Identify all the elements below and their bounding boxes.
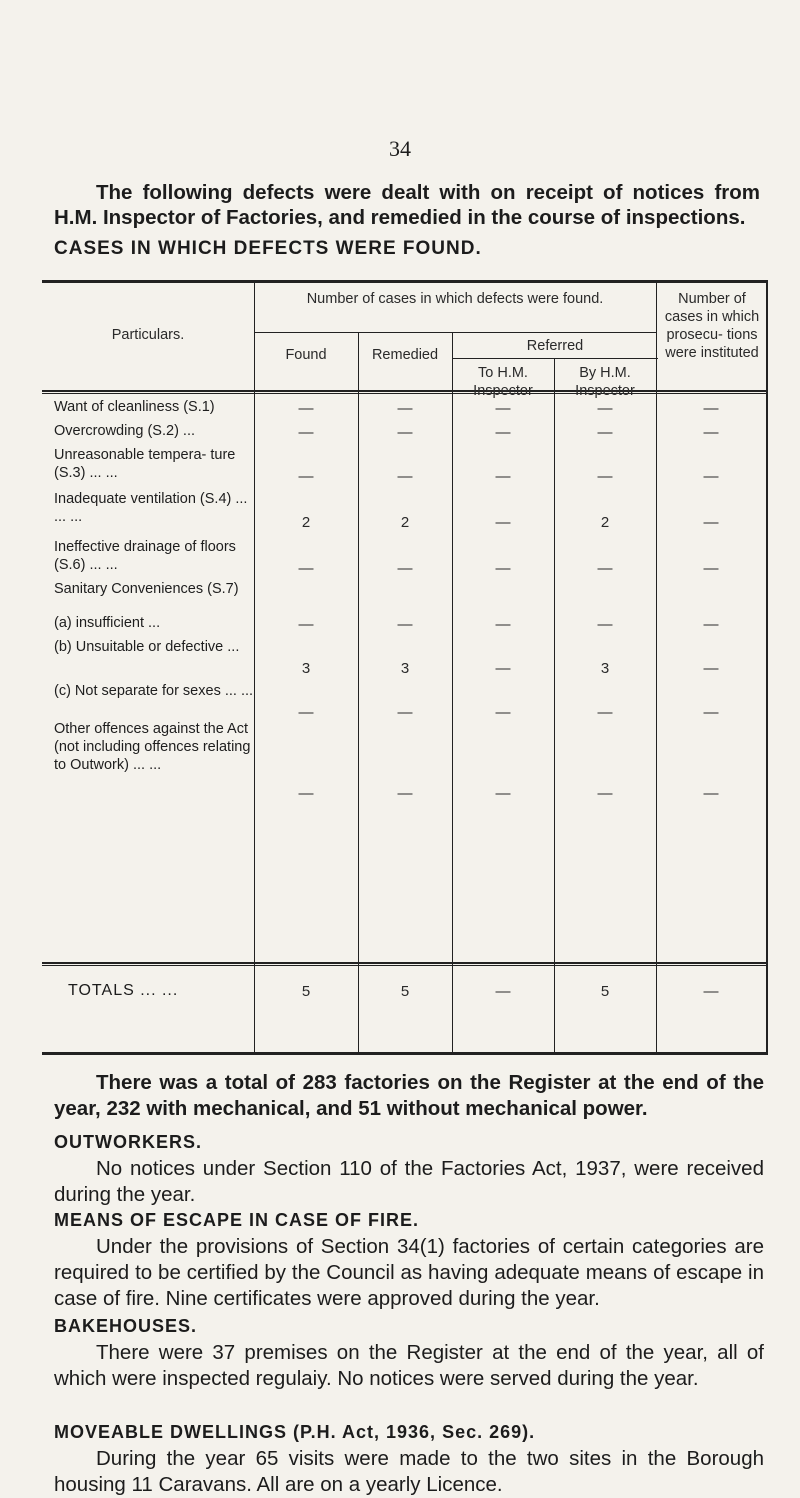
header-by-hm: By H.M. Inspector (575, 365, 635, 399)
table-cell-by-hm: — (597, 424, 613, 441)
table-cell-pros: — (703, 660, 719, 677)
heading-bakehouses: BAKEHOUSES. (54, 1316, 198, 1336)
table-cell-remedied: — (397, 400, 413, 417)
page-number: 34 (389, 136, 411, 161)
header-prosecutions: Number of cases in which prosecu- tions were instituted (664, 291, 760, 361)
table-cell-found: — (298, 616, 314, 633)
table-cell-remedied: — (397, 560, 413, 577)
table-cell-to-hm: — (495, 785, 511, 802)
bakehouses-text: There were 37 premises on the Register at the end of the year, all of which were inspected regulaiy. No notices were served during the year. (54, 1341, 764, 1390)
header-referred: Referred (526, 338, 584, 354)
table-cell-pros: — (703, 704, 719, 721)
col-line-4 (554, 358, 555, 1055)
col-line-1 (254, 280, 255, 1055)
table-cell-to-hm: — (495, 660, 511, 677)
table-right-border (766, 280, 768, 1055)
table-cell-to-hm: — (495, 514, 511, 531)
table-cell-remedied: — (397, 424, 413, 441)
header-group: Number of cases in which defects were found. (306, 291, 604, 307)
totals-by-hm: 5 (600, 983, 610, 1000)
table-cell-found: — (298, 424, 314, 441)
table-cell-by-hm: — (597, 560, 613, 577)
table-row-label: (b) Unsuitable or defective ... (54, 639, 240, 655)
header-divider-2 (42, 393, 768, 394)
totals-divider-2 (42, 965, 768, 966)
group-underline (254, 332, 656, 333)
table-cell-to-hm: — (495, 704, 511, 721)
table-row-label: (c) Not separate for sexes ... ... (54, 683, 254, 699)
summary-paragraph (54, 1070, 764, 1122)
table-cell-found: — (298, 400, 314, 417)
table-bottom-border (42, 1052, 768, 1055)
table-cell-to-hm: — (495, 560, 511, 577)
col-line-3 (452, 332, 453, 1055)
table-cell-remedied: 2 (400, 514, 410, 531)
table-cell-pros: — (703, 424, 719, 441)
table-cell-pros: — (703, 560, 719, 577)
table-cell-remedied: 3 (400, 660, 410, 677)
means-of-escape-text: Under the provisions of Section 34(1) factories of certain categories are required to be certified by the Council as having adequate means of escape in case of fire. Nine certificates were approved during the year. (54, 1235, 764, 1310)
totals-to-hm: — (495, 983, 511, 1000)
table-cell-pros: — (703, 514, 719, 531)
outworkers-text: No notices under Section 110 of the Factories Act, 1937, were received during the year. (54, 1157, 764, 1206)
table-cell-pros: — (703, 616, 719, 633)
totals-remedied: 5 (400, 983, 410, 1000)
table-cell-by-hm: — (597, 704, 613, 721)
summary-text: There was a total of 283 factories on the Register at the end of the year, 232 with mechanical, and 51 without mechanical power. (54, 1071, 764, 1120)
heading-means-of-escape: MEANS OF ESCAPE IN CASE OF FIRE. (54, 1210, 420, 1230)
header-found: Found (285, 347, 327, 363)
table-cell-remedied: — (397, 785, 413, 802)
table-row-label: (a) insufficient ... (54, 615, 161, 631)
bakehouses-paragraph (54, 1340, 764, 1392)
table-cell-by-hm: 3 (600, 660, 610, 677)
table-cell-found: 2 (301, 514, 311, 531)
table-cell-found: — (298, 468, 314, 485)
table-row-label: Sanitary Conveniences (S.7) (54, 581, 239, 597)
table-row-label: Unreasonable tempera- ture (S.3) ... ... (54, 447, 236, 481)
table-row-label: Ineffective drainage of floors (S.6) ... ... (54, 539, 236, 573)
table-cell-pros: — (703, 400, 719, 417)
totals-prosecutions: — (703, 983, 719, 1000)
totals-divider (42, 962, 768, 964)
table-cell-found: — (298, 785, 314, 802)
moveable-dwellings-paragraph (54, 1446, 764, 1498)
header-remedied: Remedied (371, 347, 439, 363)
table-cell-found: — (298, 560, 314, 577)
table-cell-found: 3 (301, 660, 311, 677)
moveable-dwellings-text: During the year 65 visits were made to the two sites in the Borough housing 11 Caravans. All are on a yearly Licence. (54, 1447, 764, 1496)
table-cell-pros: — (703, 785, 719, 802)
table-cell-remedied: — (397, 468, 413, 485)
col-line-5 (656, 280, 657, 1055)
table-cell-pros: — (703, 468, 719, 485)
col-line-2 (358, 332, 359, 1055)
intro-paragraph (54, 180, 760, 230)
header-particulars: Particulars. (111, 327, 185, 343)
means-of-escape-paragraph (54, 1234, 764, 1312)
defects-table (42, 280, 768, 1055)
table-row-label: Overcrowding (S.2) ... (54, 423, 196, 439)
table-cell-to-hm: — (495, 400, 511, 417)
table-cell-found: — (298, 704, 314, 721)
referred-underline (452, 358, 658, 359)
table-cell-by-hm: — (597, 785, 613, 802)
totals-label: TOTALS ... ... (68, 982, 179, 999)
table-cell-by-hm: — (597, 616, 613, 633)
table-row-label: Inadequate ventilation (S.4) ... ... ... (54, 491, 248, 525)
outworkers-paragraph (54, 1156, 764, 1208)
table-title: CASES IN WHICH DEFECTS WERE FOUND. (54, 238, 482, 259)
header-to-hm: To H.M. Inspector (473, 365, 533, 399)
header-divider (42, 390, 768, 392)
table-cell-by-hm: 2 (600, 514, 610, 531)
table-cell-by-hm: — (597, 400, 613, 417)
table-row-label: Other offences against the Act (not including offences relating to Outwork) ... ... (54, 721, 251, 773)
table-cell-to-hm: — (495, 468, 511, 485)
table-cell-remedied: — (397, 704, 413, 721)
table-cell-to-hm: — (495, 424, 511, 441)
table-cell-to-hm: — (495, 616, 511, 633)
table-row-label: Want of cleanliness (S.1) (54, 399, 215, 415)
intro-text: The following defects were dealt with on receipt of notices from H.M. Inspector of Factories, and remedied in the course of inspections. (54, 181, 760, 229)
totals-found: 5 (301, 983, 311, 1000)
heading-outworkers: OUTWORKERS. (54, 1132, 202, 1152)
table-cell-remedied: — (397, 616, 413, 633)
table-top-border (42, 280, 768, 283)
table-cell-by-hm: — (597, 468, 613, 485)
heading-moveable-dwellings: MOVEABLE DWELLINGS (P.H. Act, 1936, Sec. 269). (54, 1422, 536, 1442)
